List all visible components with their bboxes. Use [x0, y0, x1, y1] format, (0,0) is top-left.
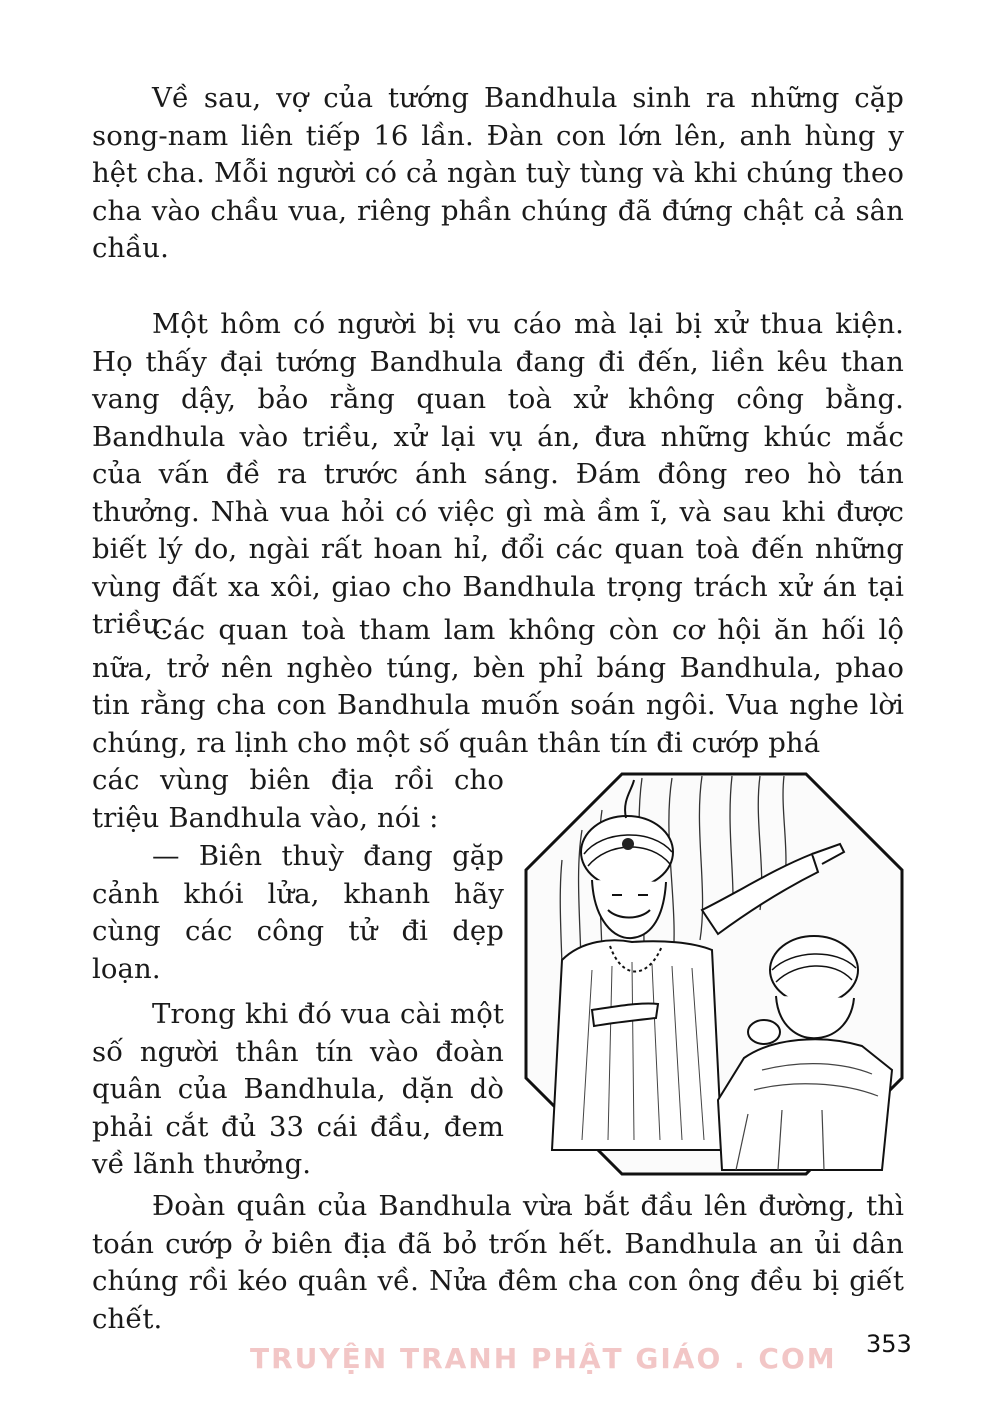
paragraph-2: Một hôm có người bị vu cáo mà lại bị xử thua kiện. Họ thấy đại tướng Bandhula đang đi đến, liền kêu than vang dậy, bảo rằng quan toà xử không công bằng. Bandhula vào triều, xử lại vụ án, đưa những khúc mắc của vấn đề ra trước ánh sáng. Đám đông reo hò tán thưởng. Nhà vua hỏi có việc gì mà ầm ĩ, và sau khi được biết lý do, ngài rất hoan hỉ, đổi các quan toà đến những vùng đất xa xôi, giao cho Bandhula trọng trách xử án tại triều.: [92, 308, 904, 640]
paragraph-5: Đoàn quân của Bandhula vừa bắt đầu lên đường, thì toán cướp ở biên địa đã bỏ trốn hết. Bandhula an ủi dân chúng rồi kéo quân về. Nửa đêm cha con ông đều bị giết chết.: [92, 1190, 904, 1335]
paragraph-3-continued: các vùng biên địa rồi cho triệu Bandhula vào, nói :: [92, 764, 504, 834]
paragraph-4: Trong khi đó vua cài một số người thân tín vào đoàn quân của Bandhula, dặn dò phải cắt đủ 33 cái đầu, đem về lãnh thưởng.: [92, 998, 504, 1180]
paragraph-1: Về sau, vợ của tướng Bandhula sinh ra những cặp song-nam liên tiếp 16 lần. Đàn con lớn lên, anh hùng y hệt cha. Mỗi người có cả ngàn tuỳ tùng và khi chúng theo cha vào chầu vua, riêng phần chúng đã đứng chật cả sân chầu.: [92, 82, 904, 264]
paragraph-dialogue: — Biên thuỳ đang gặp cảnh khói lửa, khanh hãy cùng các công tử đi dẹp loạn.: [92, 840, 504, 985]
illustration-king-and-general: [522, 770, 906, 1178]
page-number: 353: [866, 1330, 912, 1358]
watermark: TRUYỆN TRANH PHẬT GIÁO . COM: [250, 1342, 837, 1375]
paragraph-3: Các quan toà tham lam không còn cơ hội ăn hối lộ nữa, trở nên nghèo túng, bèn phỉ báng Bandhula, phao tin rằng cha con Bandhula muốn soán ngôi. Vua nghe lời chúng, ra lịnh cho một số quân thân tín đi cướp phá: [92, 614, 904, 759]
